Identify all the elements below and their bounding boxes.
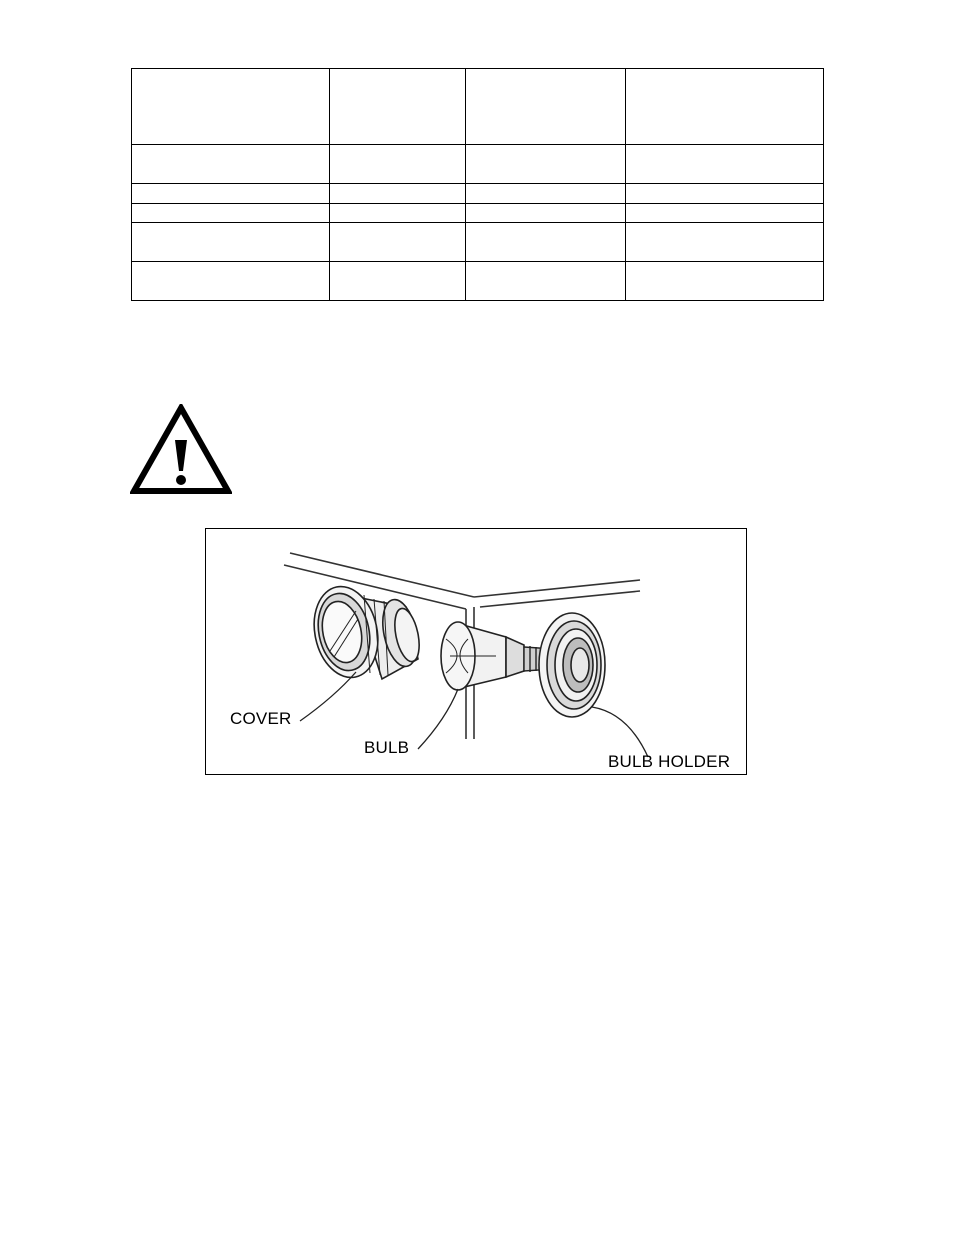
- table-cell: [466, 184, 626, 204]
- table-row: [132, 204, 824, 223]
- table-cell: [626, 184, 824, 204]
- table-cell: [132, 204, 330, 223]
- table-cell: [330, 223, 466, 262]
- bulb-holder-illustration: [539, 613, 605, 717]
- specification-table: [131, 68, 824, 301]
- table-row: [132, 223, 824, 262]
- bulb-replacement-figure: [205, 528, 747, 775]
- cover-label: COVER: [230, 709, 292, 728]
- table-cell: [626, 204, 824, 223]
- table-cell: [132, 184, 330, 204]
- table-cell: [466, 145, 626, 184]
- table-cell: [330, 184, 466, 204]
- table-cell: [132, 69, 330, 145]
- table-cell: [466, 223, 626, 262]
- cover-illustration: [306, 581, 423, 684]
- table-cell: [132, 262, 330, 301]
- table-cell: [626, 69, 824, 145]
- table-row: [132, 262, 824, 301]
- table-cell: [466, 204, 626, 223]
- table-cell: [626, 262, 824, 301]
- table-row: [132, 69, 824, 145]
- table-row: [132, 145, 824, 184]
- table-cell: [132, 145, 330, 184]
- warning-triangle-icon: [130, 404, 232, 494]
- table-cell: [132, 223, 330, 262]
- table-cell: [330, 262, 466, 301]
- table-cell: [330, 145, 466, 184]
- table-cell: [330, 69, 466, 145]
- bulb-assembly-illustration: [206, 529, 746, 774]
- table-cell: [466, 69, 626, 145]
- bulb-illustration: [441, 622, 554, 690]
- bulb-label: BULB: [364, 738, 410, 757]
- table-cell: [626, 145, 824, 184]
- table-cell: [626, 223, 824, 262]
- table-cell: [466, 262, 626, 301]
- bulb-holder-label: BULB HOLDER: [608, 752, 731, 771]
- table-cell: [330, 204, 466, 223]
- table-row: [132, 184, 824, 204]
